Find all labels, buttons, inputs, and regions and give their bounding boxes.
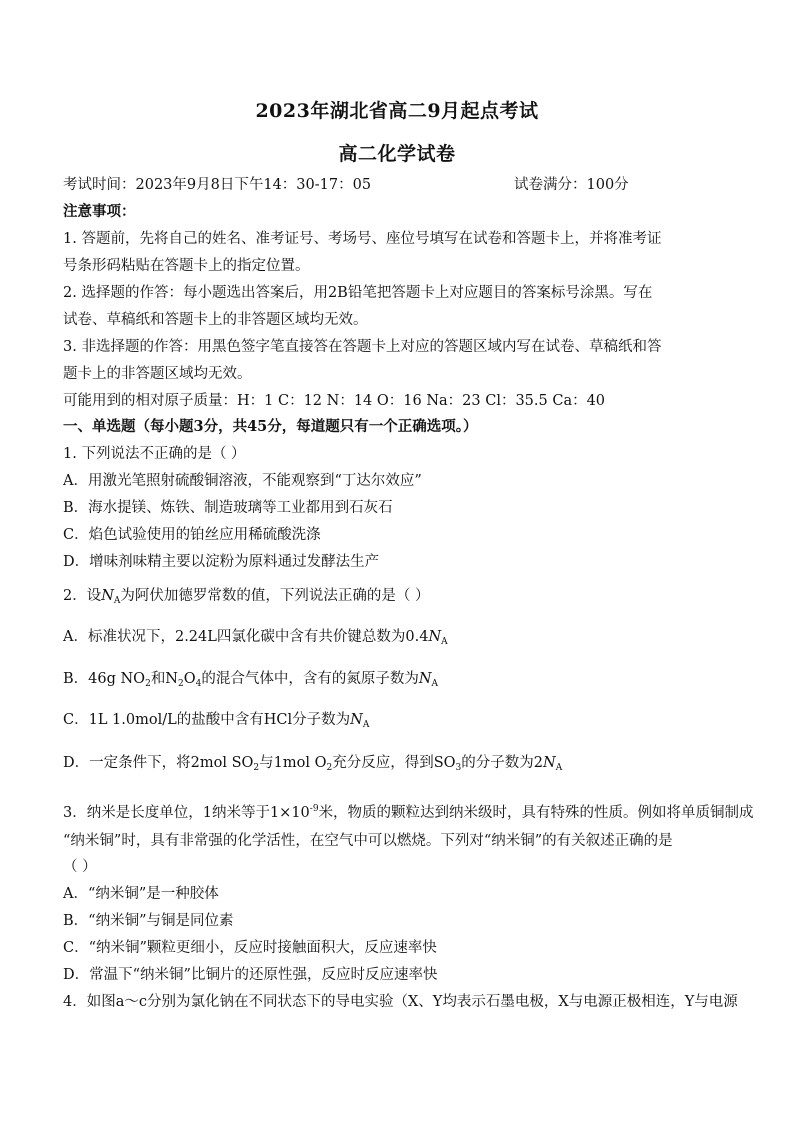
exam-time: 考试时间：2023年9月8日下午14：30-17：05 [63, 177, 372, 193]
full-score: 试卷满分：100分 [514, 177, 629, 193]
q1-stem: 1. 下列说法不正确的是（ ） [63, 446, 246, 462]
note-2-line-2: 试卷、草稿纸和答题卡上的非答题区域均无效。 [63, 312, 368, 328]
note-3-line-1: 3. 非选择题的作答：用黑色签字笔直接答在答题卡上对应的答题区域内写在试卷、草稿纸和答 [63, 339, 662, 355]
q3-option-c: C．“纳米铜”颗粒更细小，反应时接触面积大，反应速率快 [63, 940, 437, 956]
q3-line-2: “纳米铜”时，具有非常强的化学活性，在空气中可以燃烧。下列对“纳米铜”的有关叙述正确的是 [63, 833, 673, 849]
q1-option-a: A．用激光笔照射硫酸铜溶液，不能观察到“丁达尔效应” [63, 473, 422, 489]
q4-line-1: 4．如图a～c分别为氯化钠在不同状态下的导电实验（X、Y均表示石墨电极，X与电源正极相连，Y与电源 [63, 994, 738, 1010]
q3-line-1: 3．纳米是长度单位，1纳米等于$1\times 10^{-9}$米，物质的颗粒达到纳米级时，具有特殊的性质。例如将单质铜制成 [63, 804, 754, 821]
exam-subtitle: 高二化学试卷 [338, 143, 456, 165]
note-1-line-2: 号条形码粘贴在答题卡上的指定位置。 [63, 258, 310, 274]
note-3-line-2: 题卡上的非答题区域均无效。 [63, 366, 252, 382]
q2-option-b: B．46g $NO_2$和$N_2O_4$的混合气体中，含有的氮原子数为$N_A$ [63, 671, 439, 689]
q3-line-3: （ ） [63, 859, 97, 875]
q1-option-c: C．焰色试验使用的铂丝应用稀硫酸洗涤 [63, 527, 321, 543]
q2-stem: 2．设$N_A$为阿伏加德罗常数的值，下列说法正确的是（ ） [63, 588, 430, 606]
q3-option-d: D．常温下“纳米铜”比铜片的还原性强，反应时反应速率快 [63, 967, 438, 983]
q1-option-d: D．增味剂味精主要以淀粉为原料通过发酵法生产 [63, 554, 380, 570]
exam-info-line [63, 175, 743, 195]
note-2-line-1: 2. 选择题的作答：每小题选出答案后，用2B铅笔把答题卡上对应题目的答案标号涂黑。写在 [63, 285, 653, 301]
note-1-line-1: 1. 答题前，先将自己的姓名、准考证号、考场号、座位号填写在试卷和答题卡上，并将准考证 [63, 231, 662, 247]
atomic-mass-line: 可能用到的相对原子质量：H：1 C：12 N：14 O：16 Na：23 Cl：35.5 Ca：40 [63, 393, 606, 409]
q2-option-a: A．标准状况下，2.24L四氯化碳中含有共价键总数为$0.4N_A$ [63, 629, 448, 647]
q2-option-c: C．1L 1.0mol/L的盐酸中含有HCl分子数为$N_A$ [63, 712, 370, 730]
q3-option-b: B．“纳米铜”与铜是同位素 [63, 913, 234, 929]
q2-option-d: D．一定条件下，将2mol $SO_2$与1mol $O_2$充分反应，得到$SO_3$的分子数为$2N_A$ [63, 755, 563, 773]
exam-title: 2023年湖北省高二9月起点考试 [255, 100, 539, 122]
q1-option-b: B．海水提镁、炼铁、制造玻璃等工业都用到石灰石 [63, 500, 393, 516]
section-1-heading: 一、单选题（每小题3分，共45分，每道题只有一个正确选项。） [63, 418, 478, 435]
notes-heading: 注意事项： [63, 203, 136, 220]
q3-option-a: A．“纳米铜”是一种胶体 [63, 886, 219, 902]
